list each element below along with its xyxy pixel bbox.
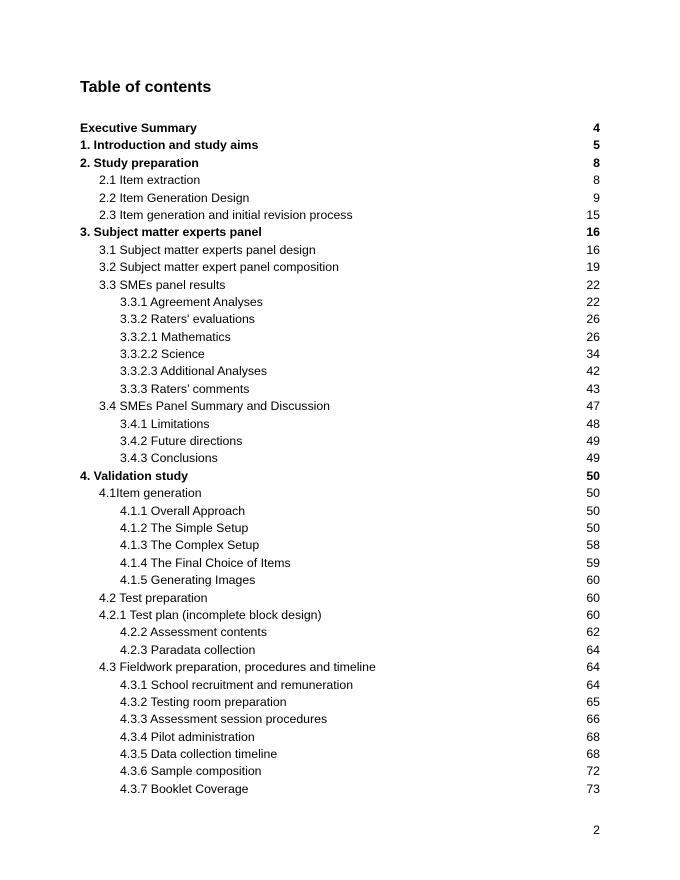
toc-entry[interactable] [0,590,680,607]
toc-entry-title[interactable]: 4.3.7 Booklet Coverage [120,781,249,796]
toc-entry[interactable] [0,190,680,207]
toc-entry-title[interactable]: Executive Summary [80,121,197,135]
toc-entry-page[interactable]: 42 [586,364,600,379]
toc-entry-page[interactable]: 15 [586,207,600,222]
toc-entry[interactable] [0,537,680,554]
toc-entry-page[interactable]: 34 [586,347,600,362]
toc-entry[interactable] [0,416,680,433]
toc-entry-title[interactable]: 3.3 SMEs panel results [99,277,226,292]
toc-entry-page[interactable]: 58 [586,538,600,553]
toc-entry-title[interactable]: 4.3.4 Pilot administration [120,729,255,744]
toc-entry[interactable] [0,659,680,676]
toc-entry[interactable] [0,363,680,380]
toc-entry-page[interactable]: 60 [586,573,600,588]
toc-entry-title[interactable]: 4.1.5 Generating Images [120,573,256,588]
toc-entry[interactable] [0,746,680,763]
toc-entry-page[interactable]: 59 [586,555,600,570]
toc-entry-title[interactable]: 4.2.3 Paradata collection [120,642,256,657]
toc-entry-title[interactable]: 4.1.2 The Simple Setup [120,520,249,535]
toc-entry[interactable] [0,711,680,728]
toc-entry[interactable] [0,381,680,398]
toc-entry-page[interactable]: 19 [586,260,600,275]
toc-entry-page[interactable]: 26 [586,329,600,344]
toc-entry-page[interactable]: 49 [586,434,600,449]
toc-entry-page[interactable]: 60 [586,607,600,622]
toc-entry-page[interactable]: 49 [586,451,600,466]
toc-entry-page[interactable]: 8 [593,155,600,170]
toc-entry-page[interactable]: 43 [586,381,600,396]
toc-entry[interactable] [0,398,680,415]
toc-entry-page[interactable]: 64 [586,677,600,692]
toc-entry-title[interactable]: 3.3.1 Agreement Analyses [120,294,263,309]
toc-entry-page[interactable]: 72 [586,764,600,779]
toc-entry-title[interactable]: 4.2.2 Assessment contents [120,625,267,640]
page-title: Table of contents [80,79,212,96]
toc-entry-page[interactable]: 68 [586,747,600,762]
toc-entry-title[interactable]: 3.2 Subject matter expert panel composition [99,260,339,275]
toc-entry-page[interactable]: 73 [586,781,600,796]
table-of-contents [0,120,680,798]
toc-entry[interactable] [0,763,680,780]
toc-entry-page[interactable]: 9 [593,190,600,205]
toc-entry[interactable] [0,677,680,694]
toc-entry-title[interactable]: 4.3.3 Assessment session procedures [120,712,328,727]
toc-entry-page[interactable]: 68 [586,729,600,744]
toc-entry-title[interactable]: 4.1.3 The Complex Setup [120,538,260,553]
toc-entry-page[interactable]: 48 [586,416,600,431]
toc-entry-title[interactable]: 1. Introduction and study aims [80,138,259,153]
toc-entry[interactable] [0,346,680,363]
toc-entry-page[interactable]: 4 [593,121,600,135]
page-number: 2 [593,823,600,837]
toc-entry[interactable] [0,329,680,346]
toc-entry-title[interactable]: 4.3.6 Sample composition [120,764,262,779]
toc-entry-title[interactable]: 4. Validation study [80,468,188,483]
toc-entry-title[interactable]: 2. Study preparation [80,155,199,170]
toc-entry-page[interactable]: 64 [586,642,600,657]
toc-entry[interactable] [0,259,680,276]
toc-entry-title[interactable]: 3.4.3 Conclusions [120,451,218,466]
toc-entry[interactable] [0,607,680,624]
toc-entry[interactable] [0,729,680,746]
toc-entry-page[interactable]: 50 [586,486,600,501]
toc-entry-page[interactable]: 22 [586,294,600,309]
toc-entry[interactable] [0,137,680,154]
toc-entry-title[interactable]: 4.2 Test preparation [99,590,208,605]
toc-entry[interactable] [0,224,680,241]
toc-entry-title[interactable]: 4.1.1 Overall Approach [120,503,246,518]
toc-entry-page[interactable]: 50 [586,503,600,518]
toc-entry-page[interactable]: 62 [586,625,600,640]
toc-entry-title[interactable]: 3.3.2.1 Mathematics [120,329,231,344]
toc-entry-title[interactable]: 4.3.2 Testing room preparation [120,694,287,709]
toc-entry-title[interactable]: 2.2 Item Generation Design [99,190,250,205]
toc-entry[interactable] [0,520,680,537]
toc-entry-title[interactable]: 3.4 SMEs Panel Summary and Discussion [99,399,331,414]
toc-entry-page[interactable]: 65 [586,694,600,709]
toc-entry-page[interactable]: 64 [586,660,600,675]
toc-entry-page[interactable]: 66 [586,712,600,727]
toc-entry[interactable] [0,624,680,641]
toc-entry[interactable] [0,572,680,589]
toc-entry-title[interactable]: 3.4.2 Future directions [120,434,243,449]
toc-entry-title[interactable]: 3.3.2.2 Science [120,347,205,362]
toc-entry-title[interactable]: 3.3.3 Raters’ comments [120,381,250,396]
toc-entry[interactable] [0,277,680,294]
toc-entry[interactable] [0,433,680,450]
toc-entry[interactable] [0,294,680,311]
toc-entry-page[interactable]: 16 [586,225,600,240]
toc-entry-title[interactable]: 3.3.2 Raters' evaluations [120,312,255,327]
toc-entry-title[interactable]: 3.4.1 Limitations [120,416,210,431]
toc-entry[interactable] [0,120,680,137]
toc-entry-title[interactable]: 4.1Item generation [99,486,202,501]
toc-entry-title[interactable]: 2.1 Item extraction [99,173,201,188]
toc-entry[interactable] [0,207,680,224]
toc-entry[interactable] [0,242,680,259]
toc-entry-title[interactable]: 4.2.1 Test plan (incomplete block design) [99,607,322,622]
toc-entry-page[interactable]: 16 [586,242,600,257]
toc-entry[interactable] [0,172,680,189]
toc-entry-title[interactable]: 4.3.5 Data collection timeline [120,747,278,762]
toc-entry-page[interactable]: 8 [593,173,600,188]
toc-entry[interactable] [0,485,680,502]
toc-entry[interactable] [0,642,680,659]
toc-entry-page[interactable]: 60 [586,590,600,605]
toc-entry-page[interactable]: 50 [586,520,600,535]
toc-entry-page[interactable]: 26 [586,312,600,327]
toc-entry[interactable] [0,555,680,572]
toc-entry-page[interactable]: 22 [586,277,600,292]
toc-entry[interactable] [0,468,680,485]
toc-entry-title[interactable]: 3. Subject matter experts panel [80,225,262,240]
toc-entry-title[interactable]: 4.3 Fieldwork preparation, procedures and timeline [99,660,376,675]
toc-entry[interactable] [0,503,680,520]
toc-entry-page[interactable]: 5 [593,138,600,153]
toc-entry-page[interactable]: 50 [586,468,600,483]
toc-entry[interactable] [0,155,680,172]
toc-entry[interactable] [0,781,680,798]
toc-entry[interactable] [0,311,680,328]
toc-entry-title[interactable]: 4.1.4 The Final Choice of Items [120,555,291,570]
toc-entry-title[interactable]: 3.3.2.3 Additional Analyses [120,364,267,379]
toc-entry-title[interactable]: 4.3.1 School recruitment and remuneration [120,677,354,692]
toc-entry[interactable] [0,694,680,711]
toc-entry-page[interactable]: 47 [586,399,600,414]
toc-entry-title[interactable]: 2.3 Item generation and initial revision process [99,207,353,222]
toc-entry-title[interactable]: 3.1 Subject matter experts panel design [99,242,316,257]
toc-entry[interactable] [0,450,680,467]
